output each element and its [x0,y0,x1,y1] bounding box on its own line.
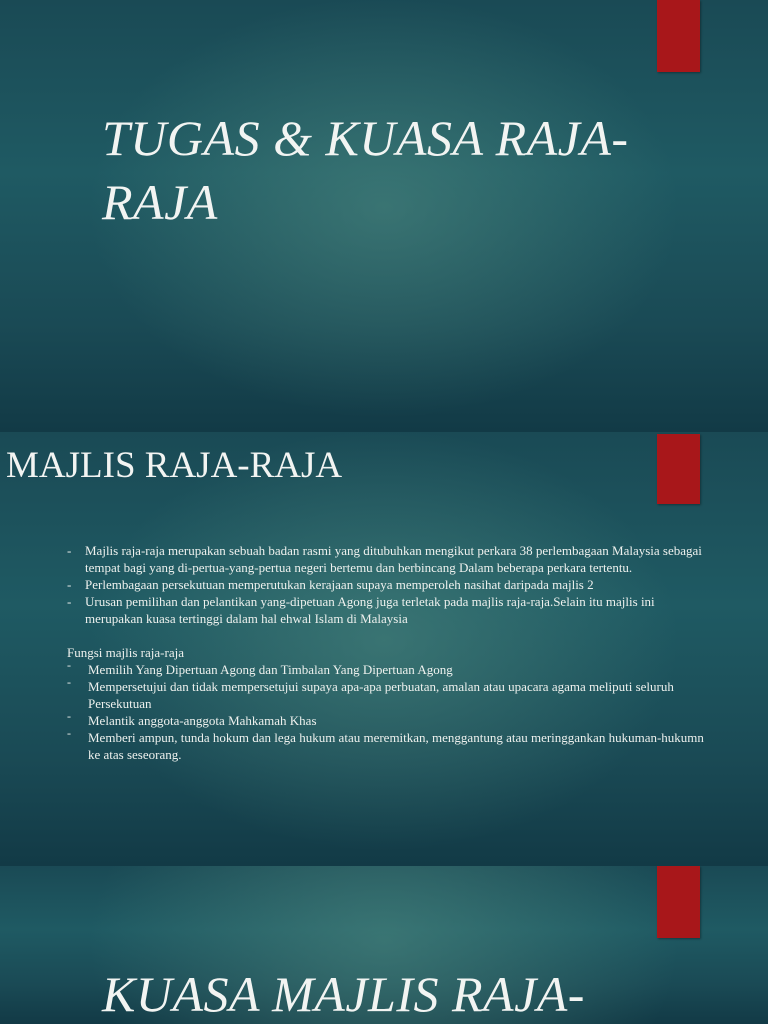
functions-list [66,658,706,763]
bullet-list [66,542,706,627]
dash-bullet-icon: - [67,658,71,672]
red-accent-tab [657,866,700,938]
list-item-text: Majlis raja-raja merupakan sebuah badan rasmi yang ditubuhkan mengikut perkara 38 perlembagaan Malaysia sebagai tempat bagi yang di-pertua-yang-pertua negeri bertemu dan berbincang Dalam beberapa perkara tertentu. [85,543,702,575]
slide-title-heading: KUASA MAJLIS RAJA- [102,966,585,1022]
list-item [66,726,706,763]
dash-bullet-icon: - [67,726,71,740]
red-accent-tab [657,0,700,72]
list-item-text: Mempersetujui dan tidak mempersetujui supaya apa-apa perbuatan, amalan atau upacara agama meliputi seluruh Persekutuan [88,679,674,711]
section-heading: MAJLIS RAJA-RAJA [6,445,343,486]
list-item [66,593,706,627]
dash-bullet-icon: - [67,543,72,558]
functions-heading: Fungsi majlis raja-raja [67,645,184,660]
red-accent-tab [657,434,700,504]
dash-bullet-icon: - [67,709,71,723]
slide-title [0,0,768,432]
list-item-text: Memilih Yang Dipertuan Agong dan Timbalan Yang Dipertuan Agong [88,662,453,677]
list-item [66,709,706,729]
list-item [66,658,706,678]
slide-kuasa-majlis [0,866,768,1024]
list-item-text: Perlembagaan persekutuan memperutukan kerajaan supaya memperoleh nasihat daripada majlis 2 [85,577,594,592]
list-item-text: Memberi ampun, tunda hokum dan lega hukum atau meremitkan, menggantung atau meringgankan hukuman-hukumn ke atas seseorang. [88,730,704,762]
slide-body [66,542,706,763]
dash-bullet-icon: - [67,675,71,689]
list-item [66,675,706,712]
slide-title-heading: TUGAS & KUASA RAJA-RAJA [102,110,629,230]
list-item [66,576,706,593]
dash-bullet-icon: - [67,577,72,592]
dash-bullet-icon: - [67,594,72,609]
list-item-text: Urusan pemilihan dan pelantikan yang-dipetuan Agong juga terletak pada majlis raja-raja.Selain itu majlis ini merupakan kuasa tertinggi dalam hal ehwal Islam di Malaysia [85,594,655,626]
list-item [66,542,706,576]
slide-majlis-raja-raja [0,432,768,866]
list-item-text: Melantik anggota-anggota Mahkamah Khas [88,713,317,728]
